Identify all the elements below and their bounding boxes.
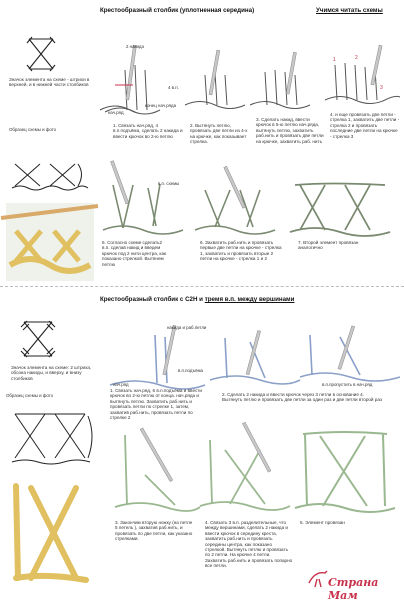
sample-label-2: Образец схемы и фото bbox=[6, 393, 54, 398]
stork-logo-icon bbox=[305, 565, 329, 589]
step3-diagram bbox=[250, 50, 325, 120]
label-konec: конец нач.ряда bbox=[145, 103, 177, 108]
legend-symbol-1 bbox=[25, 35, 57, 73]
step5-diagram bbox=[98, 160, 188, 240]
section1-title: Крестообразный столбик (уплотненная середина) bbox=[100, 7, 255, 14]
step7-diagram bbox=[290, 170, 390, 240]
svg-text:2: 2 bbox=[355, 55, 358, 61]
section-divider bbox=[0, 286, 404, 287]
sample-chart-2 bbox=[10, 408, 95, 468]
s2-step3-text: 3. Закончим вторую ножку (на петле 5 петель ), захватив раб.нить, и провязать по две петли, как указано стрелками. bbox=[115, 520, 193, 542]
label-nachryad: нач.ряд bbox=[108, 110, 124, 115]
step4-diagram bbox=[325, 45, 400, 115]
howto-title: Учимся читать схемы bbox=[316, 7, 383, 14]
step7-text: 7. Второй элемент провязан аналогично bbox=[298, 240, 359, 251]
step2-diagram bbox=[185, 50, 255, 120]
s2-step3-diagram bbox=[115, 425, 200, 515]
label-2-nakida: 2 накида bbox=[126, 44, 144, 49]
label-propusk: в.п.пропустить в нач.ряд bbox=[322, 382, 373, 387]
svg-text:3: 3 bbox=[380, 85, 383, 91]
sample-chart-1 bbox=[10, 160, 90, 192]
label-vp-shemy: в.п. схемы bbox=[158, 181, 180, 186]
photo-sample-1 bbox=[6, 203, 94, 281]
section2-title-a: Крестообразный столбик с С2Н и bbox=[100, 296, 205, 303]
label-nakid-rab: накида и раб.петли bbox=[167, 325, 207, 330]
s2-step4-text: 4. Связать 3 в.п. разделительные, что между вершинами, сделать 2 накида и ввести крючок в середину креста, захватить раб.нить и провязать середины центра, как показано стрелкой. Вытянуть петлю и провязать по 2 петли. На крючке 4 петли. Захватить раб.нить и провязать попарно все петли. bbox=[205, 520, 293, 569]
step6-text: 6. Захватить раб.нить и провязать первые две петли на крючке - стрелка 1, захватить и провязать вторые 2 петли на крючке - стрелка 1 и 2 bbox=[200, 240, 282, 262]
s2-step5-text: 5. Элемент провязан bbox=[300, 520, 345, 525]
s2-step1-text: 1. Связать нач.ряд, 6 в.п.подъёма и ввести крючок во 2-ю петлю от конца. нач.ряда и вытянуть петлю. Захватить раб.нить и провязать петли по стрелке 1, затем, захватив раб.нить, провязать петли по стрелке 2 bbox=[110, 388, 202, 421]
sample-label-1: Образец схемы и фото bbox=[9, 127, 57, 132]
legend-text-2: Значок элемента на схеме: 2 штриха, обозна накиды, и вверху, и внизу столбиков bbox=[11, 365, 92, 381]
s2-step5-diagram bbox=[295, 420, 395, 515]
s2-step4-diagram bbox=[200, 420, 290, 515]
section2-title-b: тремя в.п. между вершинами bbox=[204, 296, 295, 303]
label-vp-podyem: в.п.подъёма bbox=[178, 368, 203, 373]
s2-step2b-diagram bbox=[300, 325, 400, 385]
step4-text: 4. и еще провязать две петли - стрелка 1, захватить две петли - стрелка 2 и провязать последние две петли на крючке - стрелка 3 bbox=[330, 112, 400, 139]
step3-text: 3. Сделать накид, ввести крючок в 5-ю петлю нач.ряда, вытянуть петлю, захватить раб.нить и провязать две петли на крючке, захватить раб. нить bbox=[256, 117, 324, 144]
step6-diagram bbox=[195, 165, 280, 240]
watermark-text: Страна Мам bbox=[328, 576, 379, 602]
step5-text: 5. Согласно схеме сделать2 в.п. сделав накид и введем крючок под 2 нити центра, как показано стрелкой. Вытянем петлю bbox=[102, 240, 167, 267]
legend-text-1: Значок элемента на схеме - штрихи в верхней, и в нижней части столбиков bbox=[9, 77, 90, 88]
label-4vp: 4 в.п. bbox=[168, 85, 179, 90]
section2-title bbox=[100, 296, 294, 303]
step1-diagram bbox=[95, 40, 175, 120]
step2-text: 2. Вытянуть петлю, провязать две петли из 4-х на крючке, как показывает стрелка. bbox=[190, 123, 248, 145]
label-nachryad-2: нач.ряд bbox=[113, 382, 129, 387]
step1-text: 1. Связать нач.ряд, 4 в.п.подъёма, сделать 2 накида и ввести крючок во 2-ю петлю bbox=[113, 123, 183, 139]
s2-step2-text: 2. Сделать 2 накида и ввести крючок через 3 петли в основание 4. Вытянуть петлю и провязать две петли за один раз и две петли второй раз bbox=[222, 392, 382, 403]
svg-text:1: 1 bbox=[333, 57, 336, 63]
s2-step2-diagram bbox=[210, 330, 300, 390]
legend-symbol-2 bbox=[20, 318, 56, 360]
photo-sample-2 bbox=[6, 478, 96, 588]
